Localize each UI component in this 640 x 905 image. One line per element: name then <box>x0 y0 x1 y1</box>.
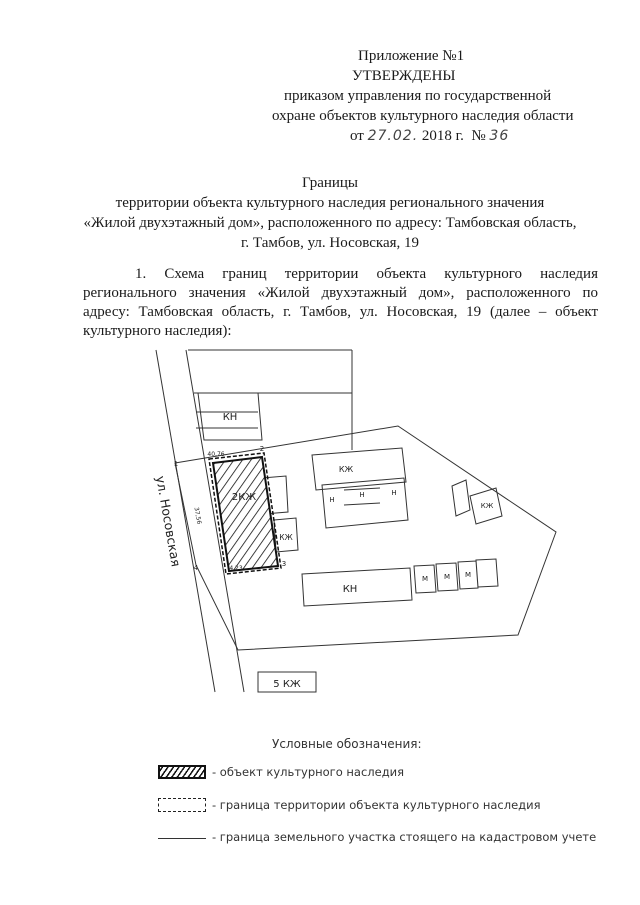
title-line-2: территории объекта культурного наследия регионального значения <box>115 195 545 211</box>
m3-label: М <box>464 571 472 579</box>
n2-label: Н <box>359 491 365 499</box>
m2-label: М <box>443 573 451 581</box>
legend-line-swatch <box>158 838 206 839</box>
legend-item-1-label: - объект культурного наследия <box>212 765 405 779</box>
kzh-right-label: КЖ <box>480 502 494 510</box>
kzh-top-label: КЖ <box>338 465 354 474</box>
top-lot-outline <box>188 350 352 450</box>
legend-item-cadastral-boundary <box>158 828 596 846</box>
n1-label: Н <box>329 496 335 504</box>
street-label: ул. Носовская <box>153 474 184 568</box>
legend-dashed-swatch <box>158 798 206 812</box>
point-2-label: 2 <box>259 445 265 453</box>
m1-label: М <box>421 575 429 583</box>
legend-item-2-label: - граница территории объекта культурного наследия <box>212 798 541 812</box>
dim-left-label: 37,56 <box>192 506 203 525</box>
lot-divider <box>194 393 352 428</box>
date-year: 2018 г. <box>421 128 464 144</box>
approved-by-line: приказом управления по государственной <box>284 88 552 104</box>
n3-label: Н <box>391 489 397 497</box>
kzh-right-building <box>452 480 502 524</box>
legend-item-territory-boundary <box>158 796 541 814</box>
title-line-1: Границы <box>301 175 359 191</box>
dim-top-label: 40,76 <box>207 451 225 458</box>
date-prefix: от <box>350 128 364 144</box>
section-1-paragraph: 1. Схема границ территории объекта культурного наследия регионального значения «Жилой двухэтажный дом», расположенного по адресу: Тамбовская область, г. Тамбов, ул. Носовская, 19 (далее – объект культурного наследия): <box>83 266 598 339</box>
dim-bottom-label: 4,23 <box>229 565 243 572</box>
number-prefix: № <box>471 128 486 144</box>
title-line-4: г. Тамбов, ул. Носовская, 19 <box>240 235 420 251</box>
title-line-3: «Жилой двухэтажный дом», расположенного по адресу: Тамбовская область, <box>83 215 577 231</box>
appendix-number: Приложение №1 <box>358 48 465 64</box>
kzh-5-label: 5 КЖ <box>273 679 301 690</box>
kzh-2-label: 2КЖ <box>231 492 257 503</box>
point-4-label: 4 <box>193 564 199 572</box>
kn-bottom-label: КН <box>342 584 358 595</box>
kzh-small-label: КЖ <box>279 533 293 542</box>
legend-hatch-swatch <box>158 765 206 779</box>
point-1-label: 1 <box>173 460 179 468</box>
kn-top-label: КН <box>222 412 238 423</box>
handwritten-date: 27.02. <box>367 128 419 144</box>
approved-heading: УТВЕРЖДЕНЫ <box>352 68 456 84</box>
point-3-label: 3 <box>281 560 287 568</box>
legend-item-3-label: - граница земельного участка стоящего на кадастровом учете <box>212 830 597 844</box>
handwritten-number: 36 <box>489 128 510 144</box>
kzh-building-top <box>312 448 406 490</box>
legend-item-heritage-object <box>158 763 404 781</box>
approved-by-authority: охране объектов культурного наследия области <box>272 108 574 124</box>
legend-title: Условные обозначения: <box>272 737 422 751</box>
